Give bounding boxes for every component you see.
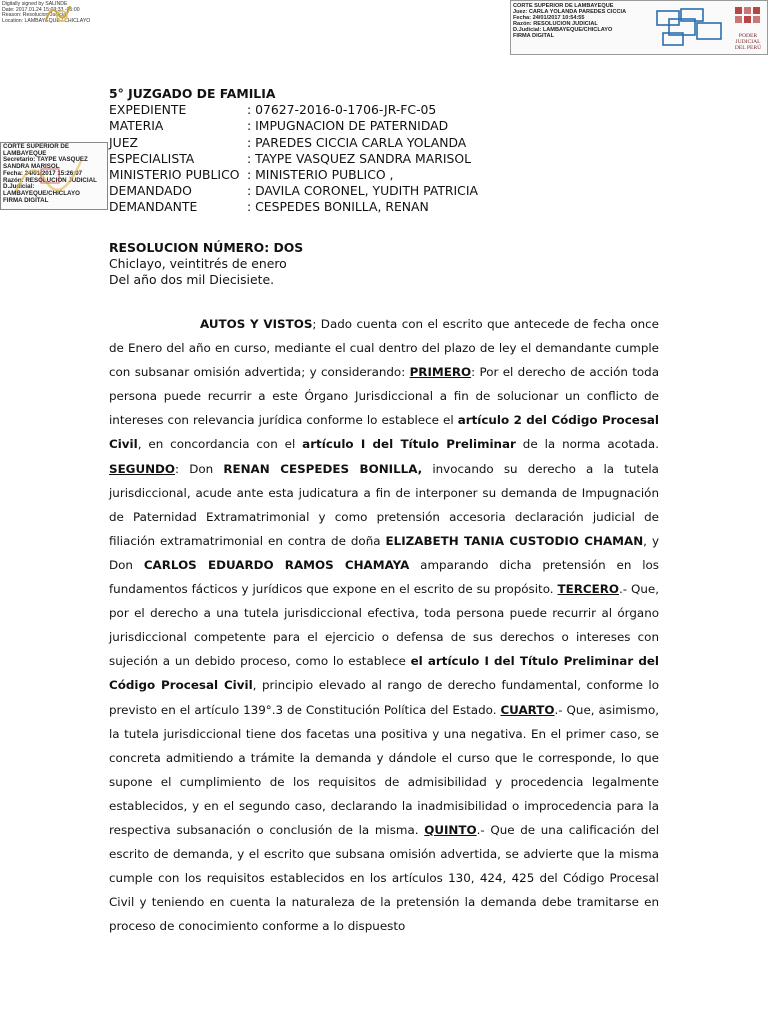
body-text: .- Que de una calificación del escrito de demanda, y el escrito que subsana omisión advertida, se advierte que la misma cumple con los requisitos establecidos en los artículos 130, 424, 425 del Código Procesal Civil y teniendo en cuenta la naturaleza de la pretensión la demanda debe tramitarse en proceso de conocimiento conforme a lo dispuesto — [109, 822, 659, 934]
resolution-body — [109, 312, 659, 938]
resolution-year: Del año dos mil Diecisiete. — [109, 272, 275, 287]
emphasis-text: ELIZABETH TANIA CUSTODIO CHAMAN — [385, 533, 644, 548]
body-text: .- Que, asimismo, la tutela jurisdiccional tiene dos facetas una positiva y una negativa. En el primer caso, se concreta admitiendo a trámite la demanda y dándole el curso que le corresponde, lo que supone el cumplimiento de los requisitos de admisibilidad y procedencia legalmente establecidos, y en el segundo caso, declarando la inadmisibilidad o improcedencia para la respectiva subsanación o conclusión de la misma. — [109, 702, 660, 837]
case-detail-row — [109, 118, 529, 134]
stamp-line: D.Judicial: LAMBAYEQUE/CHICLAYO — [513, 27, 613, 34]
case-detail-row — [109, 167, 529, 183]
stamp-line: Digitally signed by SALINDE — [2, 1, 68, 7]
digital-signature-stamp-small — [2, 2, 112, 24]
case-detail-row — [109, 135, 529, 151]
case-detail-row — [109, 199, 529, 215]
case-detail-value: : TAYPE VASQUEZ SANDRA MARISOL — [247, 150, 471, 166]
emphasis-text: RENAN CESPEDES BONILLA, — [223, 461, 423, 476]
resolution-place-date: Chiclayo, veintitrés de enero — [109, 256, 287, 271]
signature-mark-icon — [42, 2, 72, 24]
stamp-line: Razón: RESOLUCION JUDICIAL — [513, 21, 598, 28]
case-detail-row — [109, 183, 529, 199]
emphasis-text: el artículo I del Título Preliminar del Código Procesal Civil — [109, 654, 659, 693]
stamp-line: Fecha: 24/01/2017 10:54:55 — [513, 15, 585, 22]
poder-judicial-emblem-icon — [733, 5, 763, 29]
stamp-line: FIRMA DIGITAL — [3, 196, 49, 204]
emphasis-text: QUINTO — [424, 822, 477, 837]
case-header — [109, 86, 529, 216]
stamp-line: LAMBAYEQUE/CHICLAYO — [3, 189, 80, 197]
poder-judicial-logo — [731, 5, 765, 51]
case-detail-label: ESPECIALISTA — [109, 150, 195, 166]
case-detail-value: : MINISTERIO PUBLICO , — [247, 167, 394, 183]
body-text: ; Dado cuenta con el escrito que antecede de fecha once de Enero del año en curso, mediante el cual dentro del plazo de ley el demandante cumple con subsanar omisión advertida; y considerando: — [109, 317, 659, 380]
stamp-line: CORTE SUPERIOR DE LAMBAYEQUE — [513, 3, 614, 9]
case-detail-label: EXPEDIENTE — [109, 102, 187, 118]
stamp-line: Secretario: TAYPE VASQUEZ — [3, 156, 88, 164]
stamp-line: Reason: Resolucion Judicial — [2, 12, 68, 19]
emphasis-text: TERCERO — [557, 582, 619, 597]
case-detail-value: : CESPEDES BONILLA, RENAN — [247, 199, 429, 215]
case-detail-value: : IMPUGNACION DE PATERNIDAD — [247, 118, 449, 134]
stamp-line: Razón: RESOLUCION JUDICIAL — [3, 176, 97, 184]
stamp-line: FIRMA DIGITAL — [513, 33, 555, 40]
body-paragraph — [109, 312, 659, 938]
emphasis-text: CUARTO — [500, 702, 555, 717]
case-details — [109, 102, 529, 215]
case-detail-label: MINISTERIO PUBLICO — [109, 167, 240, 183]
stamp-line: Juez: CARLA YOLANDA PAREDES CICCIA — [513, 9, 627, 16]
signature-swirl-icon — [11, 151, 91, 201]
resolution-heading — [109, 240, 529, 288]
case-detail-label: MATERIA — [109, 118, 164, 134]
body-text: invocando su derecho a la tutela jurisdiccional, acude ante esta judicatura a fin de interponer su demanda de Impugnación de Paternidad Extramatrimonial y como pretensión accesoria declaración judicial de filiación extramatrimonial en contra de doña — [109, 461, 659, 548]
case-detail-value: : DAVILA CORONEL, YUDITH PATRICIA — [247, 183, 478, 199]
signature-squares-icon — [611, 5, 729, 51]
body-text: .- Que, por el derecho a una tutela jurisdiccional efectiva, toda persona puede recurrir al órgano jurisdiccional competente para el ejercicio o defensa de sus derechos o intereses con sujeción a un debido proceso, como lo establece — [109, 582, 659, 669]
logo-text-line1: PODER JUDICIAL — [735, 33, 761, 45]
body-text: amparando dicha pretensión en los fundamentos fácticos y jurídicos que expone en el escrito de su propósito. — [109, 557, 659, 597]
stamp-line: D.Judicial: — [3, 183, 35, 191]
case-detail-value: : PAREDES CICCIA CARLA YOLANDA — [247, 134, 467, 150]
emphasis-text: artículo 2 del Código Procesal Civil — [109, 413, 660, 452]
stamp-line: Fecha: 24/01/2017 15:26:07 — [3, 169, 83, 177]
emphasis-text: CARLOS EDUARDO RAMOS CHAMAYA — [143, 557, 410, 572]
case-detail-value: : 07627-2016-0-1706-JR-FC-05 — [247, 102, 437, 118]
case-detail-label: DEMANDADO — [109, 183, 192, 199]
emphasis-text: SEGUNDO — [109, 461, 176, 476]
case-detail-row — [109, 151, 529, 167]
logo-text-line2: DEL PERÚ — [734, 45, 762, 51]
stamp-line: Date: 2017.01.24 15:03:33 -05:00 — [2, 6, 80, 13]
secretary-signature-stamp — [0, 142, 108, 210]
stamp-line: SANDRA MARISOL — [3, 163, 60, 171]
stamp-line: Location: LAMBAYEQUE / CHICLAYO — [2, 17, 91, 24]
case-detail-label: JUEZ — [109, 134, 139, 150]
resolution-title: RESOLUCION NÚMERO: DOS — [109, 240, 304, 255]
body-text: , principio elevado al rango de derecho fundamental, conforme lo previsto en el artículo 139°.3 de Constitución Política del Estado. — [109, 678, 660, 717]
emphasis-text: PRIMERO — [409, 365, 472, 380]
body-text: , en concordancia con el — [137, 437, 303, 452]
body-text: : Don — [175, 461, 224, 476]
court-title: 5° JUZGADO DE FAMILIA — [109, 86, 276, 101]
stamp-line: LAMBAYEQUE — [3, 149, 47, 157]
emphasis-text: AUTOS Y VISTOS — [200, 317, 313, 331]
body-text: : Por el derecho de acción toda persona puede recurrir a este Órgano Jurisdiccional a fin de solucionar un conflicto de intereses con relevancia jurídica conforme lo establece el — [109, 365, 660, 428]
stamp-line: CORTE SUPERIOR DE — [3, 143, 70, 150]
body-text: de la norma acotada. — [515, 437, 659, 452]
case-detail-label: DEMANDANTE — [109, 199, 198, 215]
judge-signature-stamp — [510, 0, 768, 55]
emphasis-text: artículo I del Título Preliminar — [302, 437, 516, 452]
body-text: , y Don — [109, 533, 659, 572]
case-detail-row — [109, 102, 529, 118]
